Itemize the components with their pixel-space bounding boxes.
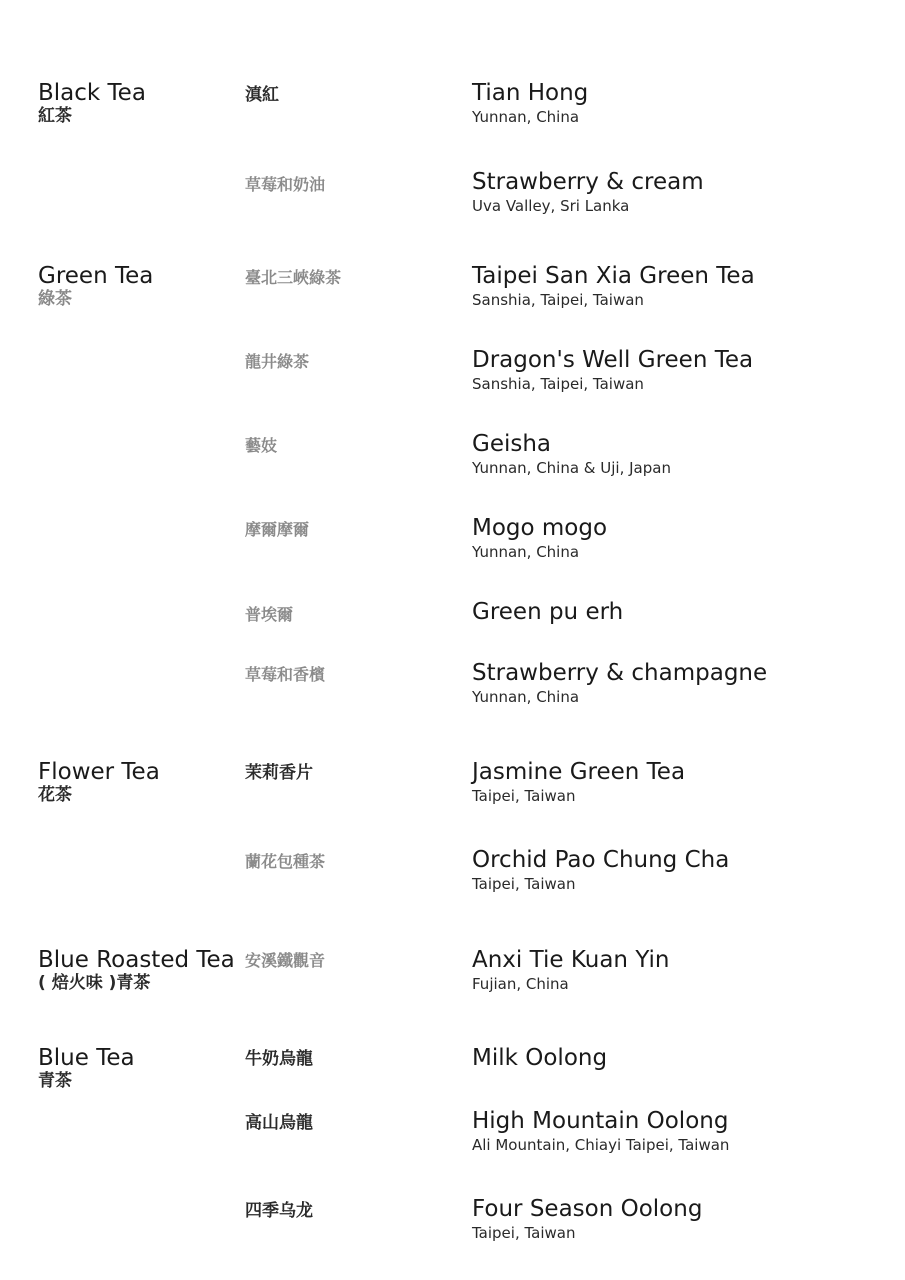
tea-origin: Fujian, China	[472, 975, 569, 993]
tea-item	[472, 599, 623, 626]
category-blue-roasted-tea	[38, 947, 235, 993]
tea-chinese-name: 普埃爾	[245, 605, 294, 624]
tea-chinese-name: 藝妓	[245, 436, 278, 455]
tea-name: Green pu erh	[472, 599, 624, 625]
category-black-tea	[38, 80, 146, 126]
tea-item	[472, 431, 671, 478]
tea-name: Taipei San Xia Green Tea	[472, 263, 755, 289]
tea-origin: Taipei, Taiwan	[472, 875, 576, 893]
tea-item	[472, 1045, 607, 1072]
tea-name: High Mountain Oolong	[472, 1108, 729, 1134]
category-flower-tea	[38, 759, 160, 805]
tea-chinese-name: 龍井綠茶	[245, 352, 310, 371]
tea-name: Four Season Oolong	[472, 1196, 703, 1222]
tea-origin: Sanshia, Taipei, Taiwan	[472, 375, 644, 393]
category-name-chinese: 青茶	[38, 1071, 72, 1091]
tea-item	[472, 947, 670, 994]
tea-chinese-name: 高山烏龍	[245, 1113, 313, 1133]
tea-item	[472, 169, 704, 216]
tea-name: Anxi Tie Kuan Yin	[472, 947, 670, 973]
tea-origin: Sanshia, Taipei, Taiwan	[472, 291, 644, 309]
category-blue-tea	[38, 1045, 135, 1091]
category-name: Black Tea	[38, 80, 146, 106]
tea-name: Geisha	[472, 431, 552, 457]
tea-origin: Taipei, Taiwan	[472, 787, 576, 805]
category-name: Blue Roasted Tea	[38, 947, 235, 973]
tea-chinese-name: 蘭花包種茶	[245, 852, 326, 871]
tea-name: Mogo mogo	[472, 515, 608, 541]
tea-item	[472, 660, 767, 707]
category-name-chinese: 紅茶	[38, 106, 72, 126]
tea-origin: Taipei, Taiwan	[472, 1224, 576, 1242]
tea-origin: Yunnan, China	[472, 543, 580, 561]
tea-origin: Ali Mountain, Chiayi Taipei, Taiwan	[472, 1136, 730, 1154]
tea-chinese-name: 安溪鐵觀音	[245, 951, 326, 970]
tea-item	[472, 847, 729, 894]
tea-item	[472, 80, 588, 127]
category-name: Flower Tea	[38, 759, 160, 785]
tea-chinese-name: 臺北三峽綠茶	[245, 268, 342, 287]
tea-chinese-name: 牛奶烏龍	[245, 1049, 313, 1069]
category-green-tea	[38, 263, 153, 309]
tea-origin: Yunnan, China	[472, 688, 580, 706]
tea-name: Orchid Pao Chung Cha	[472, 847, 730, 873]
tea-item	[472, 1108, 729, 1155]
tea-chinese-name: 摩爾摩爾	[245, 520, 310, 539]
tea-name: Strawberry & champagne	[472, 660, 768, 686]
tea-item	[472, 515, 607, 562]
tea-chinese-name: 草莓和奶油	[245, 175, 326, 194]
category-name: Green Tea	[38, 263, 154, 289]
category-name-chinese: 綠茶	[38, 289, 72, 309]
tea-chinese-name: 滇紅	[245, 85, 279, 105]
tea-origin: Yunnan, China	[472, 108, 580, 126]
category-name-chinese: ( 焙火味 )青茶	[38, 973, 151, 993]
tea-item	[472, 1196, 702, 1243]
category-name-chinese: 花茶	[38, 785, 72, 805]
tea-item	[472, 347, 753, 394]
tea-chinese-name: 茉莉香片	[245, 763, 313, 783]
tea-name: Tian Hong	[472, 80, 589, 106]
tea-item	[472, 759, 685, 806]
category-name: Blue Tea	[38, 1045, 135, 1071]
tea-origin: Uva Valley, Sri Lanka	[472, 197, 630, 215]
tea-item	[472, 263, 755, 310]
tea-name: Strawberry & cream	[472, 169, 704, 195]
tea-name: Milk Oolong	[472, 1045, 608, 1071]
tea-name: Dragon's Well Green Tea	[472, 347, 754, 373]
tea-name: Jasmine Green Tea	[472, 759, 686, 785]
tea-origin: Yunnan, China & Uji, Japan	[472, 459, 671, 477]
tea-chinese-name: 草莓和香檳	[245, 665, 326, 684]
tea-chinese-name: 四季乌龙	[245, 1201, 313, 1221]
